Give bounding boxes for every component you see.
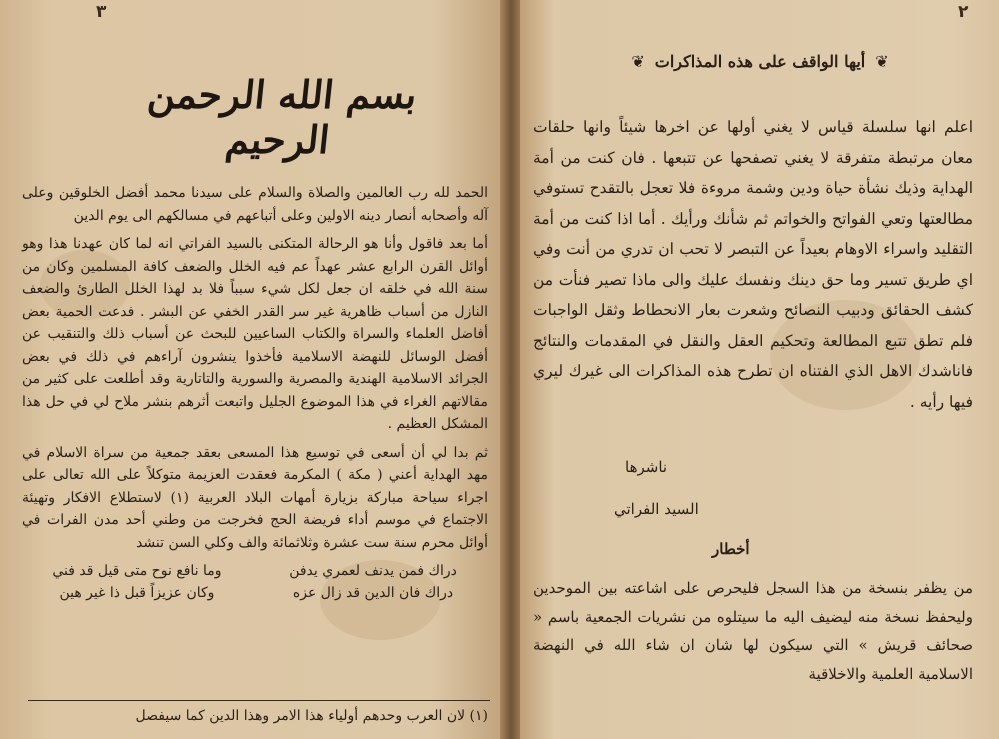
footnote-divider bbox=[28, 700, 490, 701]
hemistich: وما نافع نوح متى قيل قد فني bbox=[52, 563, 222, 579]
paragraph: من يظفر بنسخة من هذا السجل فليحرص على اشاعته بين الموحدين وليحفظ نسخة منه ليضيف اليه ما سيتلوه من نشريات الجمعية باسم « صحائف قريش » التي سيكون لها شان ان شاء الله في النهضة الاسلامية العلمية والاخلاقية bbox=[533, 579, 973, 683]
hemistich: دراك فمن يدنف لعمري يدفن bbox=[289, 563, 457, 579]
heading-title: أيها الواقف على هذه المذاكرات bbox=[654, 51, 866, 71]
right-body-text bbox=[533, 112, 973, 417]
paragraph: اعلم انها سلسلة قياس لا يغني أولها عن اخرها شيئاً وانها حلقات معان مرتبطة متفرقة لا يغني تصفحها عن تتبعها . فان كنت من أمة الهداية وذيك نشأة حياة ودين وشمة مروءة فلا تعجل بالتقدح تستوفي مطالعتها وتعي الفواتح والخواتم ثم شأنك ورأيك . أما اذا كنت من أمة التقليد واسراء الاوهام بعيداً عن التبصر لا تحب ان تدري من أنت وفي اي طريق تسير وما حق دينك ونفسك عليك والى ماذا تصير فنأت من كشف الحقائق ودبيب النصائح وشعرت بعار الانحطاط وثقل الواجبات فلم تطق تتبع المطالعة وتحكيم العقل والنقل في المقدمات والنتائج فاناشدك الاهل الذي الفتناه ان تطرح هذه المذاكرات الى غيرك ليري فيها رأيه . bbox=[533, 118, 973, 411]
right-heading bbox=[545, 46, 975, 76]
verse-line bbox=[22, 582, 488, 604]
hemistich: دراك فان الدين قد زال عزه bbox=[292, 585, 454, 601]
verse-line bbox=[22, 560, 488, 582]
paragraph: ثم بدا لي أن أسعى في توسيع هذا المسعى بعقد جمعية من سراة الاسلام في مهد الهداية أعني ( مكة ) المكرمة فعقدت العزيمة متوكلاً على الله تعالى على اجراء سياحة مباركة بزيارة أمهات البلاد العربية (١) لاستطلاع الافكار وتهيئة الاجتماع في موسم أداء فريضة الحج فخرجت من وطني أحد مدن الفرات في أوائل محرم سنة ست عشرة وثلاثمائة والف وكلي السن تنشد bbox=[22, 444, 488, 551]
footnote: (١) لان العرب وحدهم أولياء هذا الامر وهذا الدين كما سيفصل bbox=[135, 708, 488, 724]
ornament-icon: ❦ bbox=[875, 51, 889, 71]
paragraph: الحمد لله رب العالمين والصلاة والسلام على سيدنا محمد أفضل الخلوقين وعلى آله وأصحابه أنصار دينه الاولين وعلى أتباعهم في مسالكهم الى يوم الدين bbox=[22, 185, 488, 224]
hemistich: وكان عزيزاً قبل ذا غير هين bbox=[59, 585, 215, 601]
page-number: ٣ bbox=[96, 2, 107, 22]
warning-title: أخطار bbox=[712, 540, 750, 558]
left-body-text bbox=[22, 182, 488, 604]
signature-name: السيد الفراتي bbox=[614, 500, 699, 518]
page-number: ٢ bbox=[958, 2, 969, 22]
warning-text bbox=[533, 574, 973, 688]
signature-label: ناشرها bbox=[625, 458, 668, 476]
basmala-heading: بسم الله الرحمن الرحيم bbox=[145, 72, 420, 162]
paragraph: أما بعد فاقول وأنا هو الرحالة المتكنى بالسيد الفراتي انه لما كان عهدنا هذا وهو أوائل القرن الرابع عشر عهداً عم فيه الخلل والضعف كافة المسلمين وكان من سنة الله في خلقه ان جعل لكل شيء سبباً فلا بد لهذا الخلل الطارئ والضعف النازل من أسباب ظاهرية غير سر القدر الخفي عن البشر . فدعت الحمية بعض أفاضل العلماء والسراة والكتاب الساعيين للبحث عن أسباب ذلك والتنقيب عن أفضل الوسائل للنهضة الاسلامية فأخذوا ينشرون آراءهم في ذلك في بعض الجرائد الاسلامية الهندية والمصرية والسورية والتاتارية وقد أطلعت على كثير من مقالاتهم الغراء في هذا الموضوع الجليل واتبعت أثرهم بنشر ملاح لي في حل هذا المشكل العظيم . bbox=[22, 236, 488, 432]
ornament-icon: ❦ bbox=[631, 51, 645, 71]
